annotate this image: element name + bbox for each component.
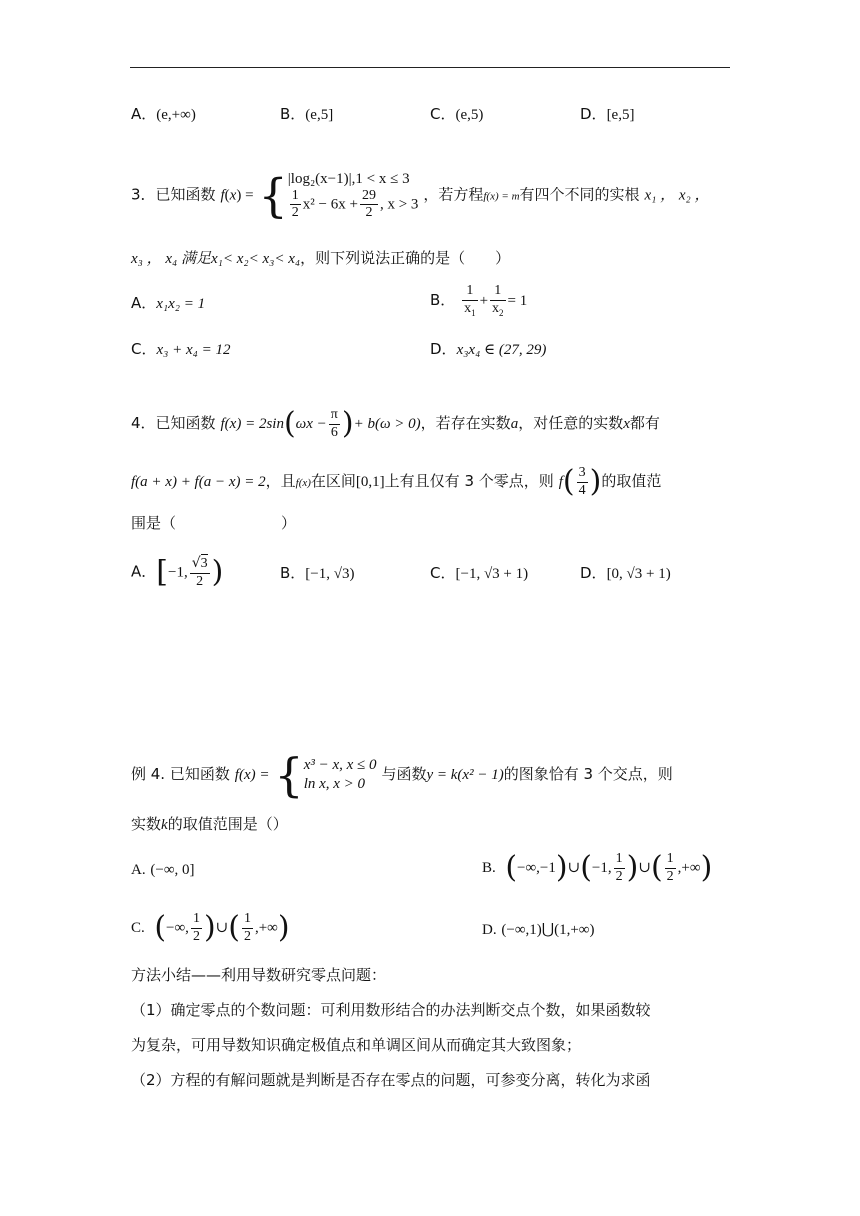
ex4-option-c: C. (−∞, $\frac{1}{2}$ )∪( $\frac{1}{2}$ ,+∞) xyxy=(131,910,290,946)
q2-option-c: C．(e,5) xyxy=(430,105,484,123)
question-4-stem-line3: 围是（ ） xyxy=(131,514,297,532)
question-4-stem: 4．已知函数 f(x) = 2sin(ωx − $\frac{\pi}{6}$ )+ b(ω > 0)，若存在实数a，对任意的实数x都有 xyxy=(131,406,660,442)
q2-option-a: A．(e,+∞) xyxy=(131,105,196,123)
q3-option-a: A．x₁x₂ = 1 xyxy=(131,294,206,312)
q3-option-b: B． $\frac{1}{x_1}$ + $\frac{1}{x_2}$ = 1 xyxy=(430,283,528,318)
q4-option-c: C．[−1, √3 + 1) xyxy=(430,564,529,582)
ex4-option-a: A. (−∞, 0] xyxy=(131,862,195,878)
q4-option-d: D．[0, √3 + 1) xyxy=(580,564,671,582)
summary-paragraph-1: （1）确定零点的个数问题：可利用数形结合的办法判断交点个数，如果函数较 xyxy=(131,1001,651,1019)
summary-paragraph-2: （2）方程的有解问题就是判断是否存在零点的问题，可参变分离，转化为求函 xyxy=(131,1071,651,1089)
ex4-option-d: D. (−∞,1)⋃(1,+∞) xyxy=(482,922,595,938)
question-4-stem-line2: f(a + x) + f(a − x) = 2，且f(x)在区间[0,1]上有且仅有 3 个零点，则 f( $\frac{3}{4}$ )的取值范 xyxy=(131,464,662,500)
q3-option-c: C．x₃ + x₄ = 12 xyxy=(131,340,231,358)
example-4-stem-line2: 实数k的取值范围是（） xyxy=(131,815,288,833)
question-3-stem: 3．已知函数 f(x) = { |log₂(x−1)|,1 < x ≤ 3 $\frac{1}{2}$ x² − 6x + $\frac{29}{2}$ , x > 3 ，若方程f(x) = m有四个不同的实根 x₁ ， x₂ ， xyxy=(131,168,710,223)
q2-option-b: B．(e,5] xyxy=(280,105,334,123)
ex4-option-b: B. (−∞,−1)∪(−1, $\frac{1}{2}$ )∪( $\frac{1}{2}$ ,+∞) xyxy=(482,850,713,886)
q3-option-d: D．x₃x₄ ∈ (27, 29) xyxy=(430,340,547,358)
summary-title: 方法小结——利用导数研究零点问题： xyxy=(131,966,387,984)
q4-option-b: B．[−1, √3) xyxy=(280,564,355,582)
q4-option-a: A．[−1, $\frac{√3}{2}$ ) xyxy=(131,554,224,590)
q2-option-d: D．[e,5] xyxy=(580,105,635,123)
summary-paragraph-1-cont: 为复杂，可用导数知识确定极值点和单调区间从而确定其大致图象； xyxy=(131,1036,582,1054)
header-rule xyxy=(130,67,730,68)
question-3-stem-line2: x₃ ， x₄ 满足x₁< x₂< x₃< x₄，则下列说法正确的是（ ） xyxy=(131,249,511,267)
example-4-stem: 例 4. 已知函数 f(x) = { x³ − x, x ≤ 0 ln x, x > 0 与函数y = k(x² − 1)的图象恰有 3 个交点，则 xyxy=(131,748,673,802)
